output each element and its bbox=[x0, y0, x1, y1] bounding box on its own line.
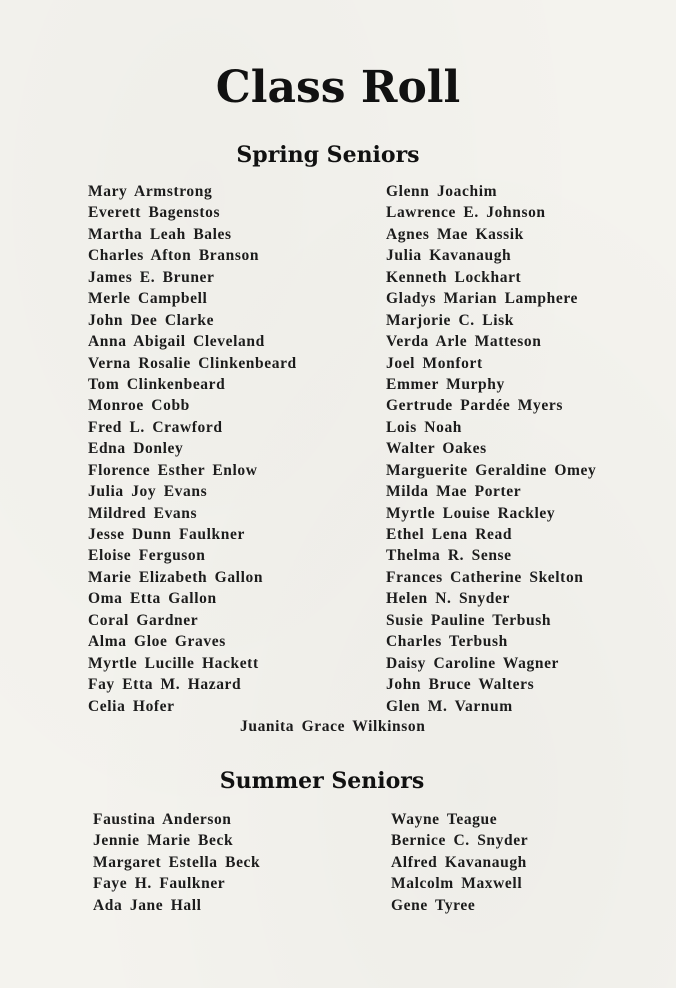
name-entry: Lois Noah bbox=[386, 418, 463, 436]
name-entry: Charles Afton Branson bbox=[88, 247, 260, 265]
name-entry: Daisy Caroline Wagner bbox=[386, 654, 560, 672]
summer-seniors-left-column bbox=[93, 809, 260, 916]
name-entry: Milda Mae Porter bbox=[386, 483, 522, 501]
name-entry: Marjorie C. Lisk bbox=[386, 311, 514, 329]
name-entry: Walter Oakes bbox=[386, 440, 487, 458]
name-entry: James E. Bruner bbox=[88, 268, 215, 286]
spring-seniors-right-column bbox=[386, 181, 596, 717]
name-entry: Charles Terbush bbox=[386, 633, 508, 651]
summer-seniors-right-column bbox=[391, 809, 528, 916]
name-entry: Oma Etta Gallon bbox=[88, 590, 217, 608]
name-entry: Agnes Mae Kassik bbox=[386, 225, 524, 243]
name-entry: Gertrude Pardée Myers bbox=[386, 397, 563, 415]
name-entry: Alfred Kavanaugh bbox=[391, 853, 527, 871]
name-entry: Emmer Murphy bbox=[386, 375, 505, 393]
name-entry: Faustina Anderson bbox=[93, 811, 232, 828]
name-entry: Everett Bagenstos bbox=[88, 204, 221, 222]
name-entry: Ada Jane Hall bbox=[93, 896, 202, 914]
name-entry: Verda Arle Matteson bbox=[386, 333, 542, 351]
name-entry: Mary Armstrong bbox=[88, 183, 213, 200]
name-entry: Marguerite Geraldine Omey bbox=[386, 461, 597, 479]
name-entry: Malcolm Maxwell bbox=[391, 875, 523, 893]
name-entry: Fay Etta M. Hazard bbox=[88, 676, 242, 694]
spring-seniors-heading: Spring Seniors bbox=[236, 142, 420, 168]
name-entry: Glenn Joachim bbox=[386, 183, 498, 200]
name-entry-centered: Juanita Grace Wilkinson bbox=[240, 718, 426, 735]
name-entry: Margaret Estella Beck bbox=[93, 853, 261, 871]
name-entry: Gene Tyree bbox=[391, 896, 476, 914]
name-entry: Gladys Marian Lamphere bbox=[386, 290, 579, 308]
name-entry: Marie Elizabeth Gallon bbox=[88, 568, 264, 586]
name-entry: Susie Pauline Terbush bbox=[386, 611, 552, 629]
name-entry: Merle Campbell bbox=[88, 290, 208, 308]
page-title: Class Roll bbox=[215, 62, 461, 113]
name-entry: Alma Gloe Graves bbox=[88, 633, 226, 651]
name-entry: Kenneth Lockhart bbox=[386, 268, 522, 286]
name-entry: Anna Abigail Cleveland bbox=[88, 333, 265, 351]
name-entry: Julia Kavanaugh bbox=[386, 247, 512, 265]
name-entry: Jennie Marie Beck bbox=[93, 832, 234, 850]
name-entry: Coral Gardner bbox=[88, 611, 199, 629]
name-entry: Florence Esther Enlow bbox=[88, 461, 258, 479]
name-entry: Faye H. Faulkner bbox=[93, 875, 226, 893]
name-entry: Glen M. Varnum bbox=[386, 697, 513, 715]
summer-seniors-heading: Summer Seniors bbox=[219, 768, 425, 794]
name-entry: Monroe Cobb bbox=[88, 397, 190, 415]
name-entry: Myrtle Lucille Hackett bbox=[88, 654, 259, 672]
name-entry: John Dee Clarke bbox=[88, 311, 215, 329]
name-entry: Tom Clinkenbeard bbox=[88, 375, 226, 393]
name-entry: Julia Joy Evans bbox=[88, 483, 208, 501]
name-entry: Wayne Teague bbox=[391, 811, 498, 828]
name-entry: Thelma R. Sense bbox=[386, 547, 512, 565]
name-entry: Lawrence E. Johnson bbox=[386, 204, 546, 222]
name-entry: Jesse Dunn Faulkner bbox=[88, 526, 245, 543]
name-entry: Ethel Lena Read bbox=[386, 526, 513, 543]
name-entry: Eloise Ferguson bbox=[88, 547, 206, 565]
name-entry: Fred L. Crawford bbox=[88, 418, 223, 436]
name-entry: Mildred Evans bbox=[88, 504, 198, 522]
name-entry: Bernice C. Snyder bbox=[391, 832, 529, 850]
spring-seniors-left-column bbox=[88, 181, 297, 717]
name-entry: Verna Rosalie Clinkenbeard bbox=[88, 354, 297, 372]
name-entry: Celia Hofer bbox=[88, 697, 175, 715]
name-entry: Edna Donley bbox=[88, 440, 184, 458]
name-entry: Myrtle Louise Rackley bbox=[386, 504, 556, 522]
name-entry: Helen N. Snyder bbox=[386, 590, 510, 608]
name-entry: Frances Catherine Skelton bbox=[386, 568, 584, 586]
name-entry: John Bruce Walters bbox=[386, 676, 535, 694]
name-entry: Martha Leah Bales bbox=[88, 225, 232, 243]
name-entry: Joel Monfort bbox=[386, 354, 483, 372]
